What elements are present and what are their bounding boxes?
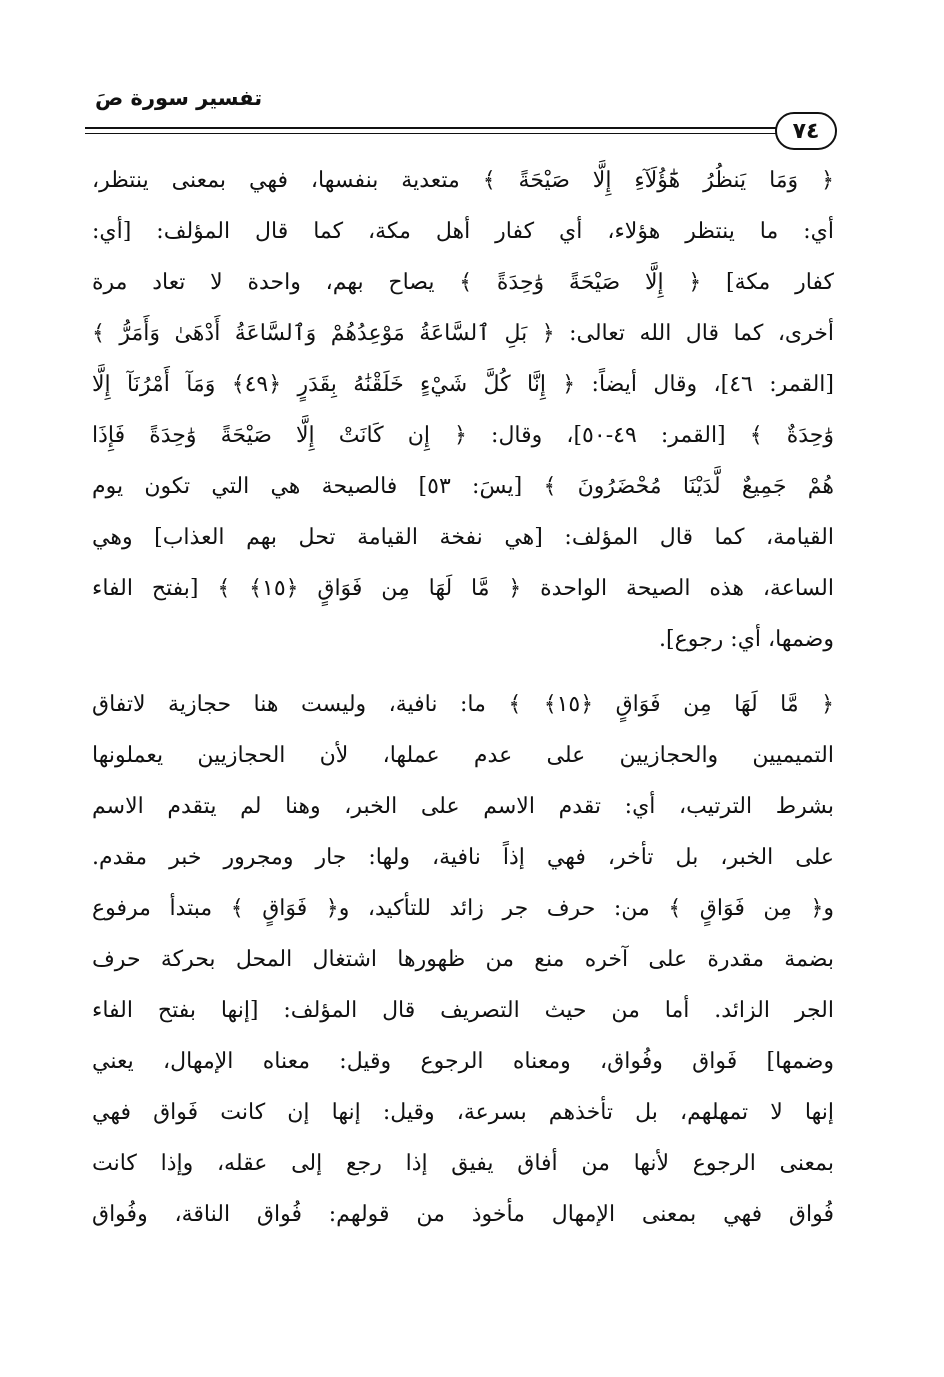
text-line: وَٰحِدَةٌ ﴾ [القمر: ٤٩-٥٠]، وقال: ﴿ إِن كَانَتْ إِلَّا صَيْحَةً وَٰحِدَةً فَإِذَا — [92, 423, 834, 448]
text-line: وضمها، أي: رجوع]. — [659, 627, 834, 652]
text-line: بضمة مقدرة على آخره منع من ظهورها اشتغال المحل بحركة حرف — [92, 947, 834, 972]
text-line: كفار مكة] ﴿ إِلَّا صَيْحَةً وَٰحِدَةً ﴾ يصاح بهم، واحدة لا تعاد مرة — [92, 270, 834, 295]
text-line: الجر الزائد. أما من حيث التصريف قال المؤلف: [إنها بفتح الفاء — [92, 998, 834, 1023]
header-rule-thick — [85, 127, 785, 129]
text-line: ﴿ مَّا لَهَا مِن فَوَاقٍ ﴿١٥﴾ ﴾ ما: نافية، وليست هنا حجازية لاتفاق — [92, 692, 834, 717]
text-line: على الخبر، بل تأخر، فهي إذاً نافية، ولها: جار ومجرور خبر مقدم. — [92, 845, 834, 870]
text-line: بشرط الترتيب، أي: تقدم الاسم على الخبر، وهنا لم يتقدم الاسم — [92, 794, 834, 819]
header-rule-thin — [85, 133, 785, 134]
running-header-title: تفسير سورة صَ — [95, 86, 263, 110]
text-line: و﴿ مِن فَوَاقٍ ﴾ من: حرف جر زائد للتأكيد، و﴿ فَوَاقٍ ﴾ مبتدأ مرفوع — [92, 896, 834, 921]
text-line: التميميين والحجازيين على عدم عملها، لأن الحجازيين يعملونها — [92, 743, 834, 768]
text-line: وضمها] فَواق وفُواق، ومعناه الرجوع وقيل: معناه الإمهال، يعني — [92, 1049, 834, 1074]
body-text — [92, 155, 834, 1240]
text-line: ﴿ وَمَا يَنظُرُ هَٰٓؤُلَآءِ إِلَّا صَيْحَةً ﴾ متعدية بنفسها، فهي بمعنى ينتظر، — [92, 168, 834, 193]
text-line: [القمر: ٤٦]، وقال أيضاً: ﴿ إِنَّا كُلَّ شَيْءٍ خَلَقْنَٰهُ بِقَدَرٍ ﴿٤٩﴾ وَمَآ أَمْرُنَآ إِلَّا — [92, 372, 834, 397]
text-line: فُواق فهي بمعنى الإمهال مأخوذ من قولهم: فُواق الناقة، وفُواق — [92, 1202, 834, 1227]
text-line: بمعنى الرجوع لأنها من أفاق يفيق إذا رجع إلى عقله، وإذا كانت — [92, 1151, 834, 1176]
paragraph-2 — [92, 679, 834, 1240]
text-line: أي: ما ينتظر هؤلاء، أي كفار أهل مكة، كما قال المؤلف: [أي: — [92, 219, 834, 244]
text-line: إنها لا تمهلهم، بل تأخذهم بسرعة، وقيل: إنها إن كانت فَواق فهي — [92, 1100, 834, 1125]
text-line: هُمْ جَمِيعٌ لَّدَيْنَا مُحْضَرُونَ ﴾ [يسَ: ٥٣] فالصيحة هي التي تكون يوم — [92, 474, 834, 499]
text-line: القيامة، كما قال المؤلف: [هي نفخة القيامة تحل بهم العذاب] وهي — [92, 525, 834, 550]
paragraph-1 — [92, 155, 834, 665]
page-number: ٧٤ — [775, 112, 837, 150]
text-line: الساعة، هذه الصيحة الواحدة ﴿ مَّا لَهَا مِن فَوَاقٍ ﴿١٥﴾ ﴾ [بفتح الفاء — [92, 576, 834, 601]
text-line: أخرى، كما قال الله تعالى: ﴿ بَلِ ٱلسَّاعَةُ مَوْعِدُهُمْ وَٱلسَّاعَةُ أَدْهَىٰ وَأَمَرُّ ﴾ — [92, 321, 834, 346]
